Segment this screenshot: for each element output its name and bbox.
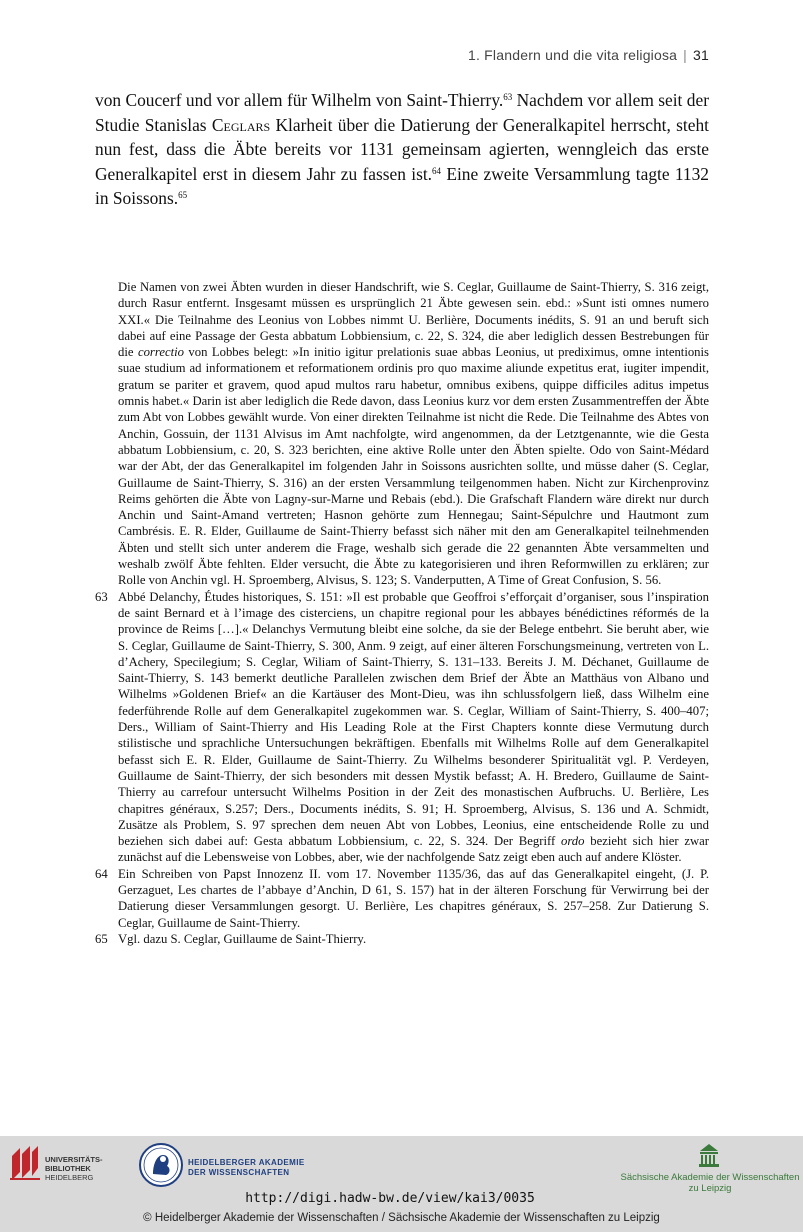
body-text-4: Eine zweite Versammlung tagte 1132 in Soissons.: [95, 163, 710, 208]
body-text-1: von Coucerf und vor allem für Wilhelm von Saint-Thierry.: [95, 90, 504, 110]
ub-logo-text: [45, 1155, 103, 1182]
hadw-seal-icon: [138, 1142, 184, 1188]
header-separator: |: [683, 47, 688, 63]
body-text-3: Klarheit über die Datierung der Generalkapitel herrscht, steht nun fest, dass die Äbte bereits vor 1131 gemeinsam agierten, wenngleich das erste Generalkapitel erst in diesem Jahr zu fassen ist.: [95, 114, 709, 184]
ub-heidelberg-logo[interactable]: [8, 1142, 108, 1186]
footnote-65: [95, 931, 709, 947]
footnote-number: 65: [95, 931, 108, 946]
saw-line-1: Sächsische Akademie der Wissenschaften: [620, 1172, 800, 1183]
hadw-line-2: DER WISSENSCHAFTEN: [188, 1168, 290, 1177]
fn63-text-a: Abbé Delanchy, Études historiques, S. 151: »Il est probable que Geoffroi s’efforçait d’organiser, sous l’inspiration de saint Bernard et à l’image des cisterciens, un chapitre regional pour les abbayes bénédictines réformés de la province de Reims […].« Delanchys Vermutung bleibt eine solche, da sie der Belege entbehrt. Sie beruht aber, wie S. Ceglar, Guillaume de Saint-Thierry, S. 300, Anm. 9 zeigt, auf einer älteren Forschungsmeinung, vertreten von L. d’Achery, Specilegium; S. Ceglar, Wiliam of Saint-Thierry, S. 131–133. Bereits J. M. Déchanet, Guillaume de Saint-Thierry, S. 143 bemerkt deutliche Parallelen zwischen dem Brief der Äbte an Matthäus von Albano und Wilhelms »Goldenen Brief« an die Kartäuser des Mont-Dieu, was ihn schlussfolgern ließ, dass Wilhelm eine federführende Rolle auf dem Generalkapitel zugekommen war. S. Ceglar, William of Saint-Thierry, S. 400–407; Ders., William of Saint-Thierry and His Leading Role at the First Chapters konnte diese Vermutung durch stilistische und sprachliche Untersuchungen bekräftigen. Ebenfalls mit Wilhelms Rolle auf dem Generalkapitel befasst sich E. R. Elder, Guillaume de Saint-Thierry. Zu Wilhelms besonderer Spiritualität vgl. P. Verdeyen, Guillaume de Saint-Thierry, der sich besonders mit dessen Mystik befasst; A. H. Bredero, Guillaume de Saint-Thierry au carrefour untersucht Wilhelms Position in der Zeit des monastischen Aufbruchs. U. Berlière, Les chapitres généraux, S.257; Ders., Documents inédits, S. 91; H. Sproemberg, Alvisus, S. 136 und A. Schmidt, Zusätze als Problem, S. 97 sprechen dem neuen Abt von Lobbes, Leonius, eine entscheidende Rolle zu und beziehen sich dabei auf: Gesta abbatum Lobbiensium, c. 22, S. 324. Der Begriff: [118, 589, 709, 849]
running-title: 1. Flandern und die vita religiosa: [468, 47, 678, 63]
hadw-line-1: HEIDELBERGER AKADEMIE: [188, 1158, 305, 1167]
hadw-logo[interactable]: [138, 1142, 328, 1190]
fn63-text-b: bezieht sich hier zwar zunächst auf die Lebensweise von Lobbes, aber, wie der nachfolgende Satz zeigt eben auch auf andere Klöster.: [118, 834, 709, 865]
fn62-italic: correctio: [137, 345, 184, 360]
saw-line-2: zu Leipzig: [688, 1183, 732, 1194]
ub-line-3: HEIDELBERG: [45, 1173, 94, 1182]
saw-building-icon: [698, 1142, 720, 1168]
running-header: [468, 47, 709, 63]
ub-line-1: UNIVERSITÄTS-: [45, 1155, 103, 1164]
footnote-number: 63: [95, 589, 108, 604]
fn62-text-b: von Lobbes belegt: »In initio igitur prelationis suae abbas Leonius, ut prediximus, omne intentionis suae studium ad informationem et reformationem ordinis pro quo maxime aliunde expetitus erat, iugiter impendit, gratum se pariter et gravem, quod apud multos raru habetur, omnibus exibens, quippe difficiles aditus impetus omnis habet.« Darin ist aber lediglich die Rede davon, dass Leonius kurz vor dem ersten Zusammentreffen der Äbte zum Abt von Lobbes gewählt wurde. Von einer direkten Teilnahme ist nicht die Rede. Die Teilnahme des Abtes von Anchin, Gossuin, der 1131 Alvisus im Amt nachfolgte, wird angenommen, da der Letztgenannte, wie die Gesta abbatum Lobbiensium, c. 20, S. 323 berichten, eine aktive Rolle unter den Äbten spielte. Odo von Saint-Médard war der Abt, der das Generalkapitel im folgenden Jahr in Soissons ausrichten sollte, und müsse daher (S. Ceglar, Guillaume de Saint-Thierry, S. 316) an der ersten Versammlung teilgenommen haben. Nicht zur Kirchenprovinz Reims gehörten die Äbte von Lagny-sur-Marne und Rebais (ebd.). Die Grafschaft Flandern wäre direkt nur durch Anchin und Saint-Amand vertreten; Hasnon gehörte zum Hennegau; Saint-Sépulchre und Hautmont zum Cambrésis. E. R. Elder, Guillaume de Saint-Thierry befasst sich näher mit den am Generalkapitel teilnehmenden Äbten und stellt sich unter anderem die Frage, weshalb sich gerade die 22 genannten Äbte versammelten und weshalb zwölf Äbte fehlten. Elder versucht, die Äbte zu kategorisieren und ihren Reformwillen zu erklären; zur Rolle von Anchin vgl. H. Sproemberg, Alvisus, S. 123; S. Vanderputten, A Time of Great Confusion, S. 56.: [118, 345, 709, 588]
copyright-notice: © Heidelberger Akademie der Wissenschaften / Sächsische Akademie der Wissenschaften zu Leipzig: [143, 1212, 660, 1224]
ub-line-2: BIBLIOTHEK: [45, 1164, 91, 1173]
fn64-text: Ein Schreiben von Papst Innozenz II. vom 17. November 1135/36, das auf das Generalkapitel eingeht, (J. P. Gerzaguet, Les chartes de l’abbaye d’Anchin, D 61, S. 157) hat in der älteren Forschung für Verwirrung bei der Datierung dieser Versammlungen gesorgt. U. Berlière, Les chapitres généraux, S. 257–258. Zur Datierung S. Ceglar, Guillaume de Saint-Thierry.: [118, 866, 709, 930]
footer-bar: [0, 1136, 803, 1232]
body-paragraph: [95, 88, 709, 211]
hadw-logo-text: [188, 1158, 305, 1178]
footnote-ref-65[interactable]: 65: [178, 190, 188, 200]
footnote-ref-63[interactable]: 63: [503, 92, 513, 102]
footnote-ref-64[interactable]: 64: [432, 165, 442, 176]
fn63-italic: ordo: [560, 834, 585, 849]
footnotes-block: [95, 279, 709, 947]
ub-logo-icon: [8, 1142, 42, 1182]
author-name: Ceglars: [211, 114, 271, 135]
page-number: 31: [693, 47, 709, 63]
footnote-64: [95, 866, 709, 931]
body-text-2: Nachdem vor allem seit der Studie Stanislas: [95, 90, 709, 135]
permalink-url[interactable]: http://digi.hadw-bw.de/view/kai3/0035: [245, 1191, 535, 1206]
footnote-62-continuation: [95, 279, 709, 589]
fn65-text: Vgl. dazu S. Ceglar, Guillaume de Saint-Thierry.: [118, 931, 367, 946]
fn62-text-a: Die Namen von zwei Äbten wurden in dieser Handschrift, wie S. Ceglar, Guillaume de Saint-Thierry, S. 316 zeigt, durch Rasur entfernt. Insgesamt müssen es ursprünglich 21 Äbte gewesen sein. ebd.: »Sunt isti omnes numero XXI.« Die Teilnahme des Leonius von Lobbes nimmt U. Berlière, Documents inédits, S. 91 an und beruft sich dabei auf eine Passage der Gesta abbatum Lobbiensium, c. 22, S. 324, die aber lediglich dessen Bestrebungen für die: [118, 280, 709, 360]
footnote-63: [95, 589, 709, 866]
footnote-number: 64: [95, 866, 108, 881]
